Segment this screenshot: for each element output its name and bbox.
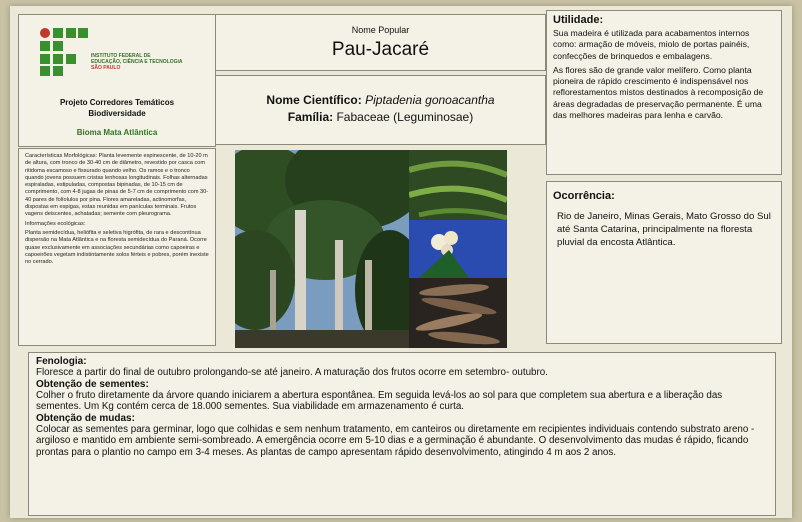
institution-name [91,53,215,71]
tree-photo [235,150,409,348]
if-logo-icon [39,27,89,77]
mudas-text: Colocar as sementes para germinar, logo que colhidas e sem nenhum tratamento, em canteiros ou diretamente em recipientes individuais contendo substrato areno - argiloso e mantido em ambiente semi-sombreado. A emergência ocorre em 5-10 dias e a germinação é abundante. O desenvolvimento das mudas é rápido, ficando prontas para o plantio no campo em 3-4 meses. As plantas de campo apresentam rápido desenvolvimento, atingindo 4 m aos 2 anos. [36,423,755,458]
ocorrencia-panel [546,181,782,344]
sementes-text: Colher o fruto diretamente da árvore quando iniciarem a abertura espontânea. Em seguida levá-los ao sol para que completem sua abertura e a liberação das sementes. Um Kg contém cerca de 18.000 sementes. Sua viabilidade em armazenamento é curta. [36,389,723,413]
institution-campus: SÃO PAULO [91,65,121,71]
leaves-photo-art [409,150,507,220]
ocorrencia-title: Ocorrência: [553,190,615,202]
pods-photo [409,278,507,348]
description-panel [18,148,216,346]
pods-photo-art [409,278,507,348]
scientific-name-label: Nome Científico: [266,93,362,107]
morphology-text: Características Morfológicas: Planta levemente espinescente, de 10-20 m de altura, com tronco de 30-40 cm de diâmetro, revestido por casca com ritidoma escamoso e fissurado quando velho. Os ramos e o tronco quando jovens possuem cristas lenhosas longitudinais. Folhas alternadas espiraladas, estipuladas, compostas bipinadas, de 10-15 cm de comprimento, com 4-8 jugas de pinas de 5-7 cm de comprimento com 30-40 pares de folíolulos por pina. Flores amareladas, actinomorfas, dispostas em espigas, estas reunidas em panículas terminais. Frutos vagens deiscentes, achatadas; semente com pleurograma. [25,153,209,218]
project-line-2: Biodiversidade [88,109,146,118]
mudas-title: Obtenção de mudas: [36,412,135,424]
family-label: Família: [287,110,334,124]
leaves-photo [409,150,507,220]
utilidade-text-1: Sua madeira é utilizada para acabamentos internos como: armação de móveis, miolo de portas painéis, confecções de brinquedos e embalagens. [553,28,750,61]
bioma-line [19,127,215,138]
popular-name-label: Nome Popular [351,25,410,35]
ecology-text: Planta semidecídua, heliófita e seletiva higrófita, de rara e descontínua dispersão na Mata Atlântica e na floresta semidecídua do Paraná. Ocorre quase exclusivamente em associações secundárias como capoeiras e capoeirões vegetam indistintamente solos férteis e pobres, porém inexiste no cerrado. [25,229,209,266]
institution-line-2: EDUCAÇÃO, CIÊNCIA E TECNOLOGIA [91,59,183,65]
fenologia-title: Fenologia: [36,356,87,367]
project-line-1: Projeto Corredores Temáticos [59,98,175,107]
scientific-panel [215,75,546,145]
ecology-title: Informações ecológicas: [25,220,86,227]
flower-photo [409,220,507,278]
institution-line-1: INSTITUTO FEDERAL DE [91,53,151,59]
institution-panel [18,14,216,147]
fenologia-text: Floresce a partir do final de outubro prolongando-se até janeiro. A maturação dos frutos ocorre em setembro- outubro. [36,367,548,378]
bioma-name: Mata Atlântica [103,128,158,137]
utilidade-title: Utilidade: [553,14,604,26]
flower-photo-art [409,220,507,278]
sementes-title: Obtenção de sementes: [36,378,149,390]
ocorrencia-text: Rio de Janeiro, Minas Gerais, Mato Grosso do Sul até Santa Catarina, principalmente na floresta pluvial da encosta Atlântica. [557,211,771,248]
tree-photo-art [235,150,409,348]
project-title [19,97,215,138]
utilidade-panel [546,10,782,175]
utilidade-text-2: As flores são de grande valor melífero. Como planta pioneira de rápido crescimento é indispensável nos reflorestamentos mistos destinados à recomposição de áreas degradadas de preservação permanente. É uma das melhores madeiras para lenha e carvão. [553,64,764,121]
popular-name: Pau-Jacaré [331,39,430,60]
family-name: Fabaceae (Leguminosae) [336,110,474,124]
scientific-name: Piptadenia gonoacantha [365,93,495,107]
cultivation-panel [28,352,776,516]
bioma-prefix: Bioma [76,128,102,137]
popular-name-panel [215,14,546,71]
